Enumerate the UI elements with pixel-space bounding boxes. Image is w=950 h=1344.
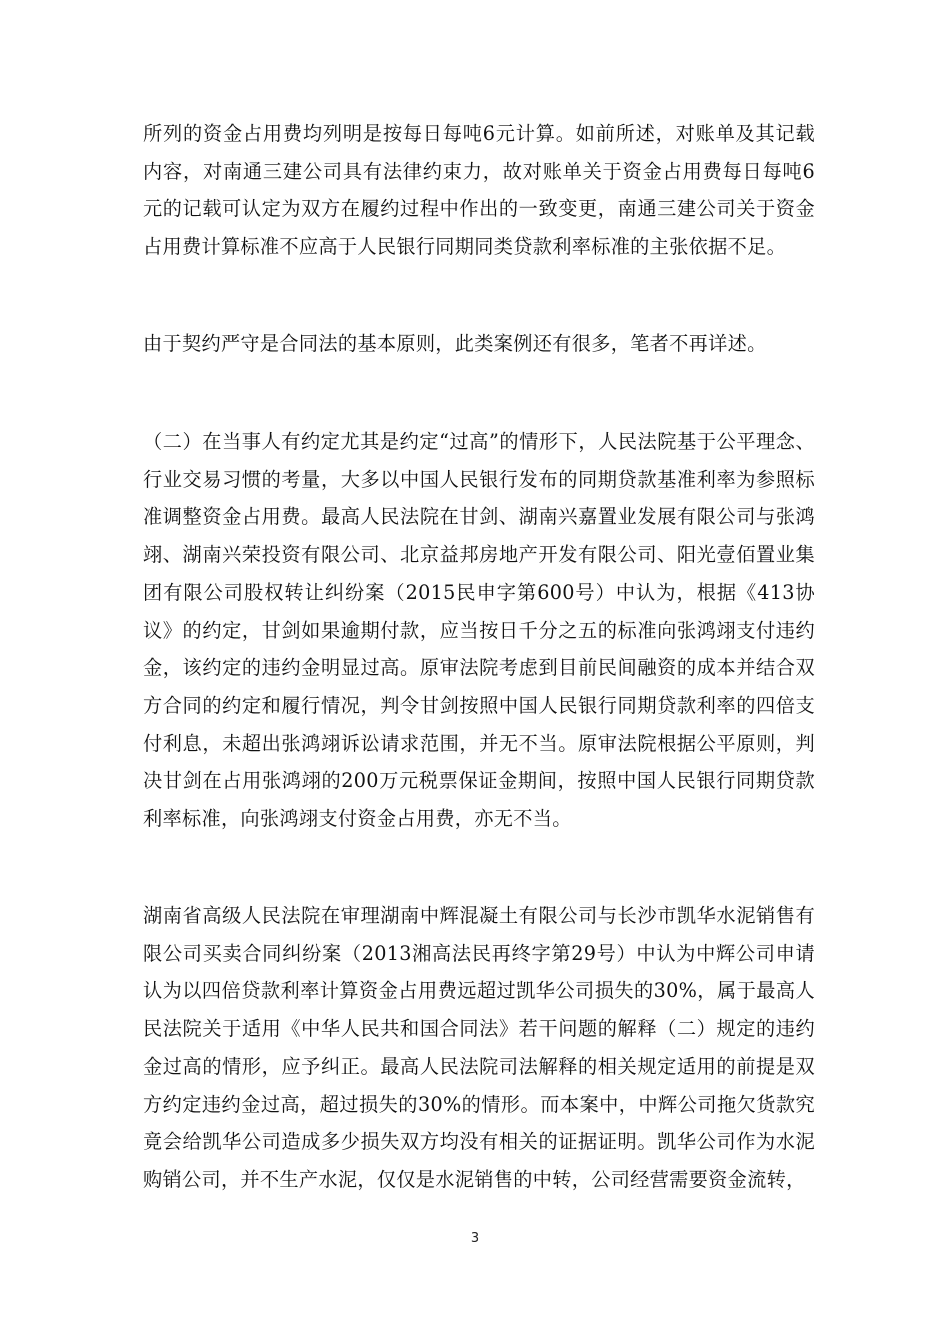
paragraph-2: 由于契约严守是合同法的基本原则，此类案例还有很多，笔者不再详述。 (143, 332, 767, 355)
page-number: 3 (470, 1231, 480, 1246)
paragraph-1: 所列的资金占用费均列明是按每日每吨6元计算。如前所述，对账单及其记载内容，对南通三建公司具有法律约束力，故对账单关于资金占用费每日每吨6元的记载可认定为双方在履约过程中作出的一致变更，南通三建公司关于资金占用费计算标准不应高于人民银行同期同类贷款利率标准的主张依据不足。 (143, 122, 815, 259)
paragraph-4: 湖南省高级人民法院在审理湖南中辉混凝土有限公司与长沙市凯华水泥销售有限公司买卖合同纠纷案（2013湘高法民再终字第29号）中认为中辉公司申请认为以四倍贷款利率计算资金占用费远超过凯华公司损失的30%，属于最高人民法院关于适用《中华人民共和国合同法》若干问题的解释（二）规定的违约金过高的情形，应予纠正。最高人民法院司法解释的相关规定适用的前提是双方约定违约金过高，超过损失的30%的情形。而本案中，中辉公司拖欠货款究竟会给凯华公司造成多少损失双方均没有相关的证据证明。凯华公司作为水泥购销公司，并不生产水泥，仅仅是水泥销售的中转，公司经营需要资金流转， (143, 904, 815, 1191)
paragraph-3: （二）在当事人有约定尤其是约定“过高”的情形下，人民法院基于公平理念、行业交易习惯的考量，大多以中国人民银行发布的同期贷款基准利率为参照标准调整资金占用费。最高人民法院在甘剑、湖南兴嘉置业发展有限公司与张鸿翊、湖南兴荣投资有限公司、北京益邦房地产开发有限公司、阳光壹佰置业集团有限公司股权转让纠纷案（2015民申字第600号）中认为，根据《413协议》的约定，甘剑如果逾期付款，应当按日千分之五的标准向张鸿翊支付违约金，该约定的违约金明显过高。原审法院考虑到目前民间融资的成本并结合双方合同的约定和履行情况，判令甘剑按照中国人民银行同期贷款利率的四倍支付利息，未超出张鸿翊诉讼请求范围，并无不当。原审法院根据公平原则，判决甘剑在占用张鸿翊的200万元税票保证金期间，按照中国人民银行同期贷款利率标准，向张鸿翊支付资金占用费，亦无不当。 (143, 430, 815, 831)
